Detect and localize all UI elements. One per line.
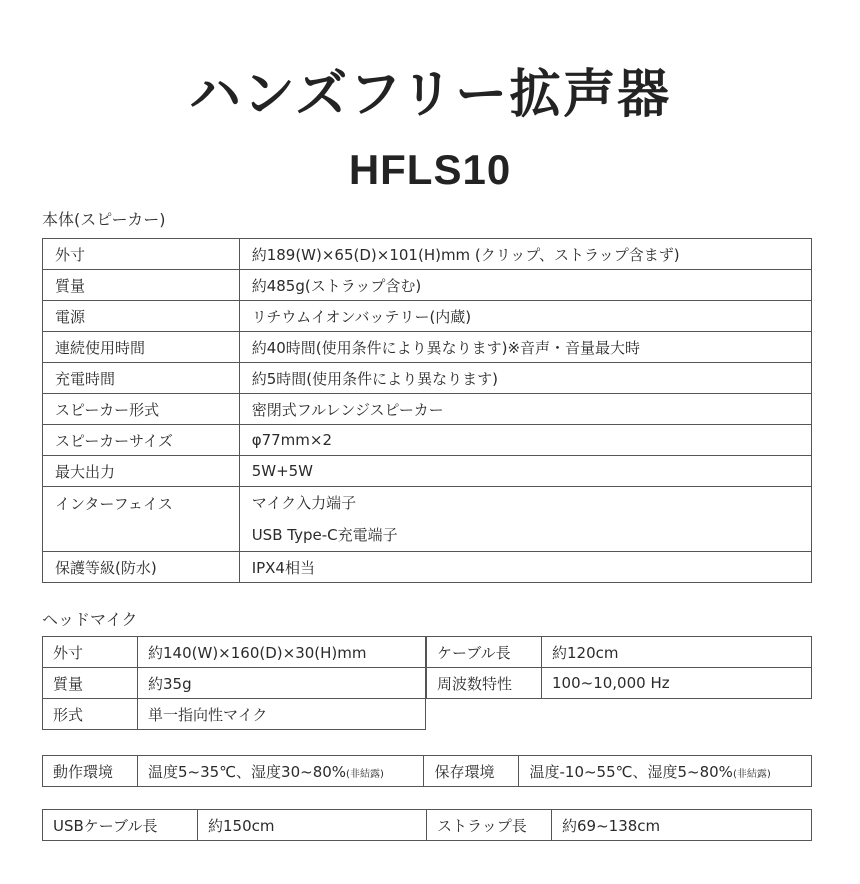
table-row <box>43 487 812 552</box>
speaker-spec-table <box>42 238 812 583</box>
spec-value: リチウムイオンバッテリー(内蔵) <box>239 301 811 332</box>
table-row <box>43 456 812 487</box>
headmic-spec-table-right <box>426 636 812 699</box>
table-row <box>43 239 812 270</box>
storage-env-label: 保存環境 <box>424 756 519 787</box>
spec-label: 連続使用時間 <box>43 332 240 363</box>
environment-table <box>42 755 812 787</box>
table-row <box>43 394 812 425</box>
storage-env-value: 温度-10~55℃、湿度5~80%(非結露) <box>519 756 812 787</box>
table-row <box>43 301 812 332</box>
spec-value: 約140(W)×160(D)×30(H)mm <box>138 637 426 668</box>
interface-usb-c: USB Type-C充電端子 <box>251 526 398 544</box>
spec-value: 約120cm <box>542 637 812 668</box>
usb-cable-length-value: 約150cm <box>198 810 427 841</box>
spec-value: 約5時間(使用条件により異なります) <box>239 363 811 394</box>
headmic-spec-table-left <box>42 636 426 730</box>
table-row <box>43 363 812 394</box>
spec-label: 最大出力 <box>43 456 240 487</box>
table-row <box>43 637 426 668</box>
spec-value: 100~10,000 Hz <box>542 668 812 699</box>
table-row <box>43 425 812 456</box>
interface-mic-input: マイク入力端子 <box>251 494 357 512</box>
spec-label: 保護等級(防水) <box>43 552 240 583</box>
spec-value <box>239 487 811 552</box>
spec-value: IPX4相当 <box>239 552 811 583</box>
spec-label: 充電時間 <box>43 363 240 394</box>
spec-value: 約35g <box>138 668 426 699</box>
product-title: ハンズフリー拡声器 <box>188 65 672 125</box>
table-row <box>43 668 426 699</box>
cable-length-table <box>42 809 812 841</box>
non-condensing-note: (非結露) <box>732 768 771 780</box>
spec-value: 密閉式フルレンジスピーカー <box>239 394 811 425</box>
table-row <box>43 699 426 730</box>
non-condensing-note: (非結露) <box>346 768 384 780</box>
usb-cable-length-label: USBケーブル長 <box>43 810 198 841</box>
strap-length-label: ストラップ長 <box>427 810 552 841</box>
table-row <box>427 637 812 668</box>
spec-label: 外寸 <box>43 637 138 668</box>
table-row <box>43 810 812 841</box>
spec-value: 約189(W)×65(D)×101(H)mm (クリップ、ストラップ含まず) <box>239 239 811 270</box>
table-row <box>427 668 812 699</box>
spec-value: 単一指向性マイク <box>138 699 426 730</box>
spec-label: 形式 <box>43 699 138 730</box>
model-number: HFLS10 <box>348 146 512 193</box>
spec-label: ケーブル長 <box>427 637 542 668</box>
spec-value: 5W+5W <box>239 456 811 487</box>
spec-label: スピーカーサイズ <box>43 425 240 456</box>
table-row <box>43 756 812 787</box>
spec-label: スピーカー形式 <box>43 394 240 425</box>
spec-label: 質量 <box>43 668 138 699</box>
spec-label: 外寸 <box>43 239 240 270</box>
table-row <box>43 332 812 363</box>
spec-label: 質量 <box>43 270 240 301</box>
operating-env-label: 動作環境 <box>43 756 138 787</box>
operating-env-value: 温度5~35℃、湿度30~80%(非結露) <box>138 756 424 787</box>
spec-value: φ77mm×2 <box>239 425 811 456</box>
spec-label: 周波数特性 <box>427 668 542 699</box>
speaker-section-heading: 本体(スピーカー) <box>42 210 166 229</box>
table-row <box>43 270 812 301</box>
spec-value: 約485g(ストラップ含む) <box>239 270 811 301</box>
table-row <box>43 552 812 583</box>
spec-label: インターフェイス <box>43 487 240 552</box>
spec-label: 電源 <box>43 301 240 332</box>
spec-value: 約40時間(使用条件により異なります)※音声・音量最大時 <box>239 332 811 363</box>
strap-length-value: 約69~138cm <box>552 810 812 841</box>
headmic-section-heading: ヘッドマイク <box>42 610 138 629</box>
